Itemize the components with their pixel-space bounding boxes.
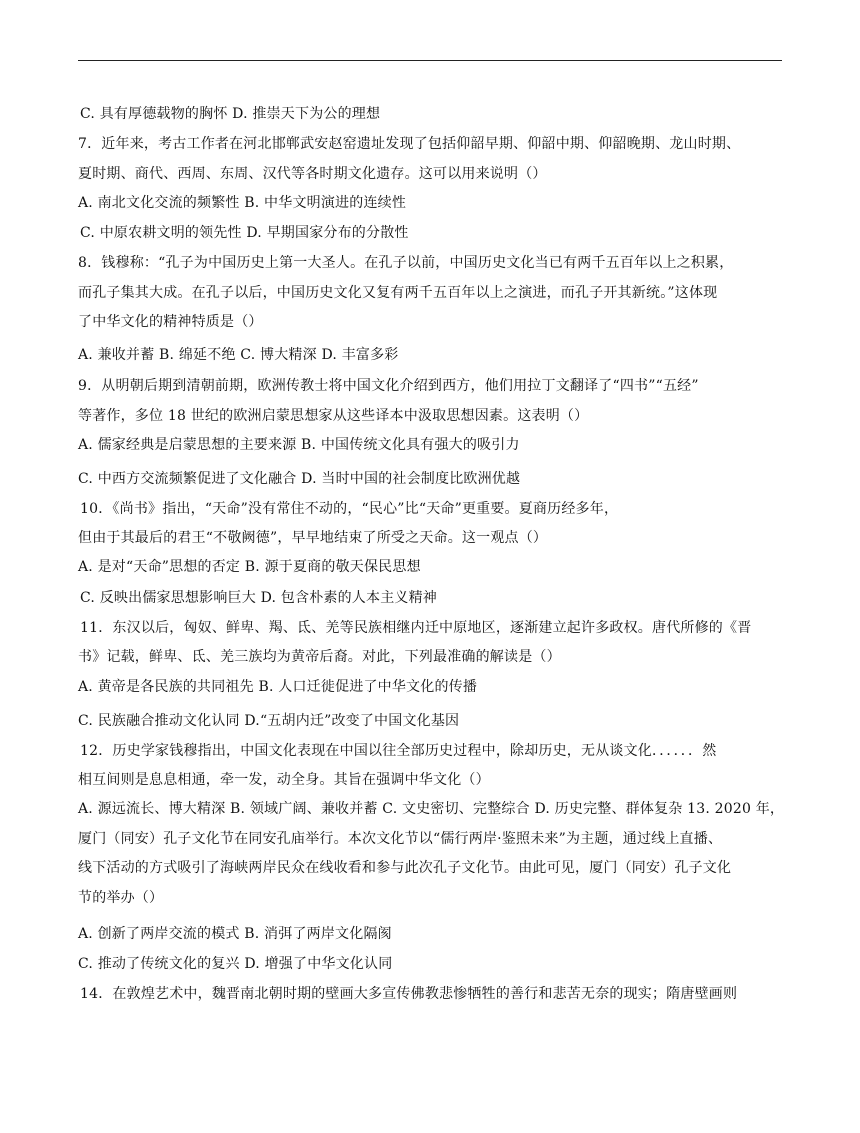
question-13-line: 线下活动的方式吸引了海峡两岸民众在线收看和参与此次孔子文化节。由此可见，厦门（同安）孔子文化 [78, 860, 732, 876]
question-7-line: 夏时期、商代、西周、东周、汉代等各时期文化遗存。这可以用来说明（） [78, 166, 547, 182]
option-line: A. 南北文化交流的频繁性 B. 中华文明演进的连续性 [78, 195, 407, 211]
question-10-line: 10．《尚书》指出，“天命”没有常住不动的，“民心”比“天命”更重要。夏商历经多年， [80, 501, 619, 517]
option-line: C. 具有厚德载物的胸怀 D. 推崇天下为公的理想 [80, 106, 381, 122]
option-line: A. 源远流长、博大精深 B. 领域广阔、兼收并蓄 C. 文史密切、完整综合 D. 历史完整、群体复杂 13. 2020 年， [78, 801, 785, 817]
question-12-line: 12．历史学家钱穆指出，中国文化表现在中国以往全部历史过程中，除却历史，无从谈文化．．．．．．然 [80, 743, 717, 759]
option-line: A. 创新了两岸交流的模式 B. 消弭了两岸文化隔阂 [78, 926, 392, 942]
question-8-line: 而孔子集其大成。在孔子以后，中国历史文化又复有两千五百年以上之演进，而孔子开其新统。”这体现 [78, 285, 718, 301]
question-14-line: 14．在敦煌艺术中，魏晋南北朝时期的壁画大多宣传佛教悲惨牺牲的善行和悲苦无奈的现实；隋唐壁画则 [80, 986, 738, 1002]
header-rule [78, 60, 782, 61]
option-line: A. 是对“天命”思想的否定 B. 源于夏商的敬天保民思想 [78, 559, 421, 575]
option-line: C. 中西方交流频繁促进了文化融合 D. 当时中国的社会制度比欧洲优越 [78, 471, 521, 487]
question-8-line: 8．钱穆称：“孔子为中国历史上第一大圣人。在孔子以前，中国历史文化当已有两千五百年以上之积累， [78, 255, 734, 271]
question-13-line: 节的举办（） [78, 890, 164, 906]
question-11-line: 11．东汉以后，匈奴、鲜卑、羯、氐、羌等民族相继内迁中原地区，逐渐建立起许多政权。唐代所修的《晋 [80, 620, 752, 636]
question-8-line: 了中华文化的精神特质是（） [78, 314, 263, 330]
option-line: A. 兼收并蓄 B. 绵延不绝 C. 博大精深 D. 丰富多彩 [78, 347, 399, 363]
question-10-line: 但由于其最后的君王“不敬阙德”，早早地结束了所受之天命。这一观点（） [78, 530, 548, 546]
option-line: C. 反映出儒家思想影响巨大 D. 包含朴素的人本主义精神 [80, 590, 437, 606]
option-line: C. 中原农耕文明的领先性 D. 早期国家分布的分散性 [80, 225, 409, 241]
question-12-line: 相互间则是息息相通，牵一发，动全身。其旨在强调中华文化（） [78, 772, 490, 788]
question-9-line: 9．从明朝后期到清朝前期，欧洲传教士将中国文化介绍到西方，他们用拉丁文翻译了“四书”“五经” [78, 378, 699, 394]
option-line: A. 儒家经典是启蒙思想的主要来源 B. 中国传统文化具有强大的吸引力 [78, 437, 520, 453]
question-11-line: 书》记载，鲜卑、氐、羌三族均为黄帝后裔。对此，下列最准确的解读是（） [78, 649, 561, 665]
question-7-line: 7．近年来，考古工作者在河北邯郸武安赵窑遗址发现了包括仰韶早期、仰韶中期、仰韶晚期、龙山时期、 [78, 136, 741, 152]
question-13-line: 厦门（同安）孔子文化节在同安孔庙举行。本次文化节以“儒行两岸·鉴照未来”为主题，通过线上直播、 [78, 831, 723, 847]
option-line: C. 民族融合推动文化认同 D.“五胡内迁”改变了中国文化基因 [78, 713, 460, 729]
question-9-line: 等著作，多位 18 世纪的欧洲启蒙思想家从这些译本中汲取思想因素。这表明（） [78, 408, 589, 424]
option-line: A. 黄帝是各民族的共同祖先 B. 人口迁徙促进了中华文化的传播 [78, 679, 478, 695]
option-line: C. 推动了传统文化的复兴 D. 增强了中华文化认同 [78, 956, 393, 972]
